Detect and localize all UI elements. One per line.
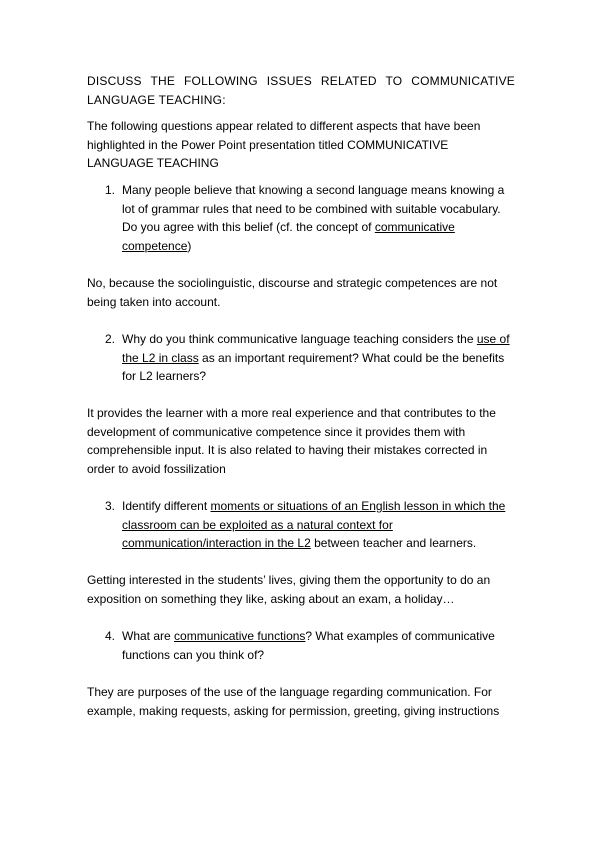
question-number: 1. (105, 183, 116, 197)
question-text-end: between teacher and learners. (310, 536, 477, 550)
question-underlined-term: communicative competence (122, 220, 455, 253)
intro-paragraph: The following questions appear related to different aspects that have been highlighted in the Power Point presentation titled COMMUNICATIVE LANGUAGE TEACHING (87, 119, 481, 170)
answer-paragraph-2: It provides the learner with a more real experience and that contributes to the development of communicative competence since it provides them with comprehensible input. It is also related to having their mistakes corrected in order to avoid fossilization (87, 406, 496, 476)
question-text: Many people believe that knowing a second language means knowing a lot of grammar rules that need to be combined with suitable vocabulary. Do you agree with this belief (cf. the concept of (122, 183, 505, 234)
answer-paragraph-1: No, because the sociolinguistic, discourse and strategic competences are not being taken into account. (87, 276, 498, 309)
document-title: DISCUSS THE FOLLOWING ISSUES RELATED TO COMMUNICATIVE LANGUAGE TEACHING: (87, 74, 515, 107)
question-underlined-term: communicative functions (174, 629, 306, 643)
answer-paragraph-3: Getting interested in the students’ lives, giving them the opportunity to do an exposition on something they like, asking about an exam, a holiday… (87, 573, 491, 606)
question-text-end: ? What examples of communicative functions can you think of? (122, 629, 495, 662)
question-number: 2. (105, 332, 116, 346)
question-text-end: ) (187, 238, 192, 253)
question-number: 3. (105, 499, 116, 513)
question-number: 4. (105, 629, 116, 643)
question-list-1 (87, 181, 515, 255)
question-text: Identify different (122, 499, 211, 513)
question-text-end: as an important requirement? What could be the benefits for L2 learners? (122, 350, 505, 383)
question-underlined-term: use of the L2 in class (122, 332, 510, 365)
question-item-2 (87, 330, 515, 386)
question-item-3 (87, 497, 515, 553)
question-list-3 (87, 497, 515, 553)
question-list-2 (87, 330, 515, 386)
answer-paragraph-4: They are purposes of the use of the language regarding communication. For example, making requests, asking for permission, greeting, giving instructions (87, 685, 500, 718)
question-item-4 (87, 627, 515, 664)
question-underlined-term: moments or situations of an English lesson in which the classroom can be exploited as a natural context for communication/interaction in the L2 (122, 499, 506, 550)
question-text: Why do you think communicative language teaching considers the (122, 332, 477, 346)
question-item-1 (87, 181, 515, 255)
question-text: What are (122, 629, 175, 643)
question-list-4 (87, 627, 515, 664)
